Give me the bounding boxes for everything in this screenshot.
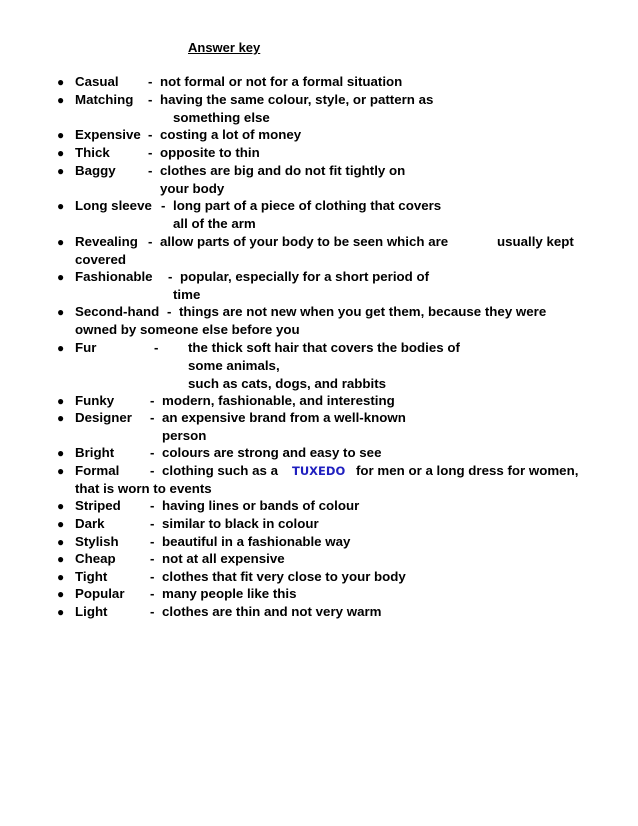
term: Designer — [75, 410, 132, 425]
definition-line: colours are strong and easy to see — [162, 445, 382, 460]
definition-dash: - — [167, 304, 172, 319]
bullet-icon: ● — [57, 164, 65, 178]
definition-line: costing a lot of money — [160, 127, 302, 142]
definition-line: owned by someone else before you — [75, 322, 300, 337]
term: Fashionable — [75, 269, 153, 284]
definition-line: similar to black in colour — [162, 516, 319, 531]
bullet-icon: ● — [57, 499, 65, 513]
term: Striped — [75, 498, 121, 513]
definition-dash: - — [150, 393, 155, 408]
definition-line: clothing such as a — [162, 463, 279, 478]
term: Revealing — [75, 234, 138, 249]
definition-dash: - — [148, 163, 153, 178]
definition-line: person — [162, 428, 207, 443]
term: Dark — [75, 516, 105, 531]
term: Formal — [75, 463, 120, 478]
definition-dash: - — [150, 445, 155, 460]
bullet-icon: ● — [57, 605, 65, 619]
definition-dash: - — [150, 604, 155, 619]
definition-line: some animals, — [188, 358, 280, 373]
definition-line: having lines or bands of colour — [162, 498, 360, 513]
term: Second-hand — [75, 304, 160, 319]
term: Cheap — [75, 551, 116, 566]
bullet-icon: ● — [57, 446, 65, 460]
bullet-icon: ● — [57, 341, 65, 355]
bullet-icon: ● — [57, 552, 65, 566]
definition-line: for men or a long dress for women, — [356, 463, 579, 478]
definition-line: all of the arm — [173, 216, 256, 231]
definition-line: modern, fashionable, and interesting — [162, 393, 395, 408]
definition-dash: - — [150, 586, 155, 601]
definition-dash: - — [150, 551, 155, 566]
definition-line: not at all expensive — [162, 551, 285, 566]
term: Stylish — [75, 534, 119, 549]
definition-dash: - — [150, 498, 155, 513]
definition-line: the thick soft hair that covers the bodies of — [188, 340, 460, 355]
bullet-icon: ● — [57, 587, 65, 601]
term: Funky — [75, 393, 115, 408]
bullet-icon: ● — [57, 535, 65, 549]
bullet-icon: ● — [57, 464, 65, 478]
definition-line: usually kept — [497, 234, 574, 249]
definition-line: time — [173, 287, 201, 302]
definition-line: clothes are thin and not very warm — [162, 604, 382, 619]
bullet-icon: ● — [57, 146, 65, 160]
definition-dash: - — [150, 410, 155, 425]
definition-line: allow parts of your body to be seen which are — [160, 234, 449, 249]
definition-line: popular, especially for a short period of — [180, 269, 429, 284]
definition-dash: - — [150, 516, 155, 531]
definition-dash: - — [150, 534, 155, 549]
definition-dash: - — [150, 569, 155, 584]
definition-dash: - — [148, 145, 153, 160]
tuxedo-link[interactable]: TUXEDO — [292, 464, 346, 478]
term: Light — [75, 604, 108, 619]
definition-line: beautiful in a fashionable way — [162, 534, 351, 549]
definition-line: not formal or not for a formal situation — [160, 74, 403, 89]
bullet-icon: ● — [57, 93, 65, 107]
bullet-icon: ● — [57, 75, 65, 89]
term: Baggy — [75, 163, 116, 178]
definition-line: covered — [75, 252, 126, 267]
bullet-icon: ● — [57, 517, 65, 531]
definition-line: such as cats, dogs, and rabbits — [188, 376, 387, 391]
definition-line: clothes are big and do not fit tightly on — [160, 163, 406, 178]
bullet-icon: ● — [57, 128, 65, 142]
bullet-icon: ● — [57, 411, 65, 425]
definition-dash: - — [148, 127, 153, 142]
term: Tight — [75, 569, 108, 584]
definition-line: opposite to thin — [160, 145, 260, 160]
term: Fur — [75, 340, 97, 355]
bullet-icon: ● — [57, 235, 65, 249]
definition-dash: - — [148, 92, 153, 107]
definition-dash: - — [150, 463, 155, 478]
definition-line: clothes that fit very close to your body — [162, 569, 406, 584]
bullet-icon: ● — [57, 199, 65, 213]
term: Casual — [75, 74, 119, 89]
definition-line: many people like this — [162, 586, 297, 601]
page-title: Answer key — [188, 40, 261, 55]
definition-line: that is worn to events — [75, 481, 212, 496]
term: Expensive — [75, 127, 141, 142]
bullet-icon: ● — [57, 270, 65, 284]
bullet-icon: ● — [57, 394, 65, 408]
bullet-icon: ● — [57, 570, 65, 584]
definition-line: an expensive brand from a well-known — [162, 410, 406, 425]
definition-dash: - — [154, 340, 159, 355]
definition-dash: - — [161, 198, 166, 213]
definition-line: something else — [173, 110, 270, 125]
term: Thick — [75, 145, 110, 160]
term: Popular — [75, 586, 125, 601]
term: Bright — [75, 445, 115, 460]
term: Matching — [75, 92, 134, 107]
definition-dash: - — [168, 269, 173, 284]
term: Long sleeve — [75, 198, 152, 213]
definition-dash: - — [148, 234, 153, 249]
definition-line: your body — [160, 181, 225, 196]
definition-line: having the same colour, style, or pattern as — [160, 92, 434, 107]
definition-line: long part of a piece of clothing that covers — [173, 198, 442, 213]
bullet-icon: ● — [57, 305, 65, 319]
definition-dash: - — [148, 74, 153, 89]
definition-line: things are not new when you get them, because they were — [179, 304, 547, 319]
